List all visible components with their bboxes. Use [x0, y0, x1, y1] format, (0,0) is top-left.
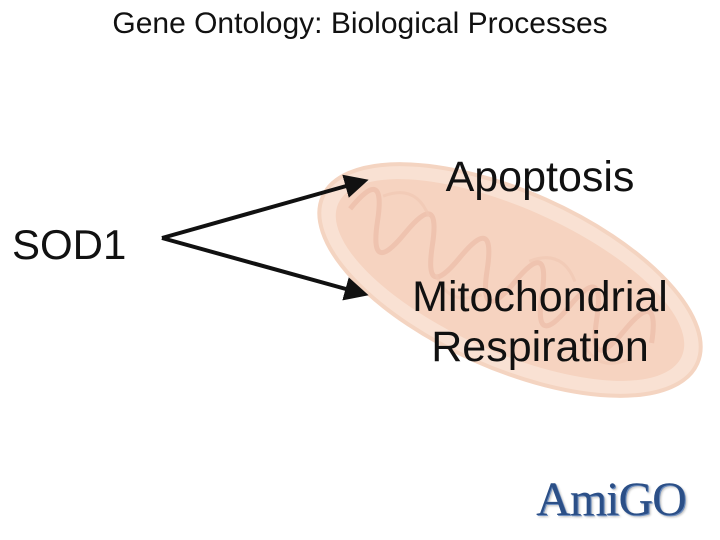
process-apoptosis: Apoptosis — [445, 153, 635, 201]
arrow-to-apoptosis — [162, 181, 364, 238]
process-mitochondrial-respiration: Mitochondrial Respiration — [412, 273, 668, 371]
arrow-to-mitochondrial-respiration — [162, 238, 364, 294]
gene-label: SOD1 — [12, 221, 127, 268]
amigo-logo: AmiGO — [536, 473, 686, 526]
slide-title: Gene Ontology: Biological Processes — [112, 7, 608, 40]
